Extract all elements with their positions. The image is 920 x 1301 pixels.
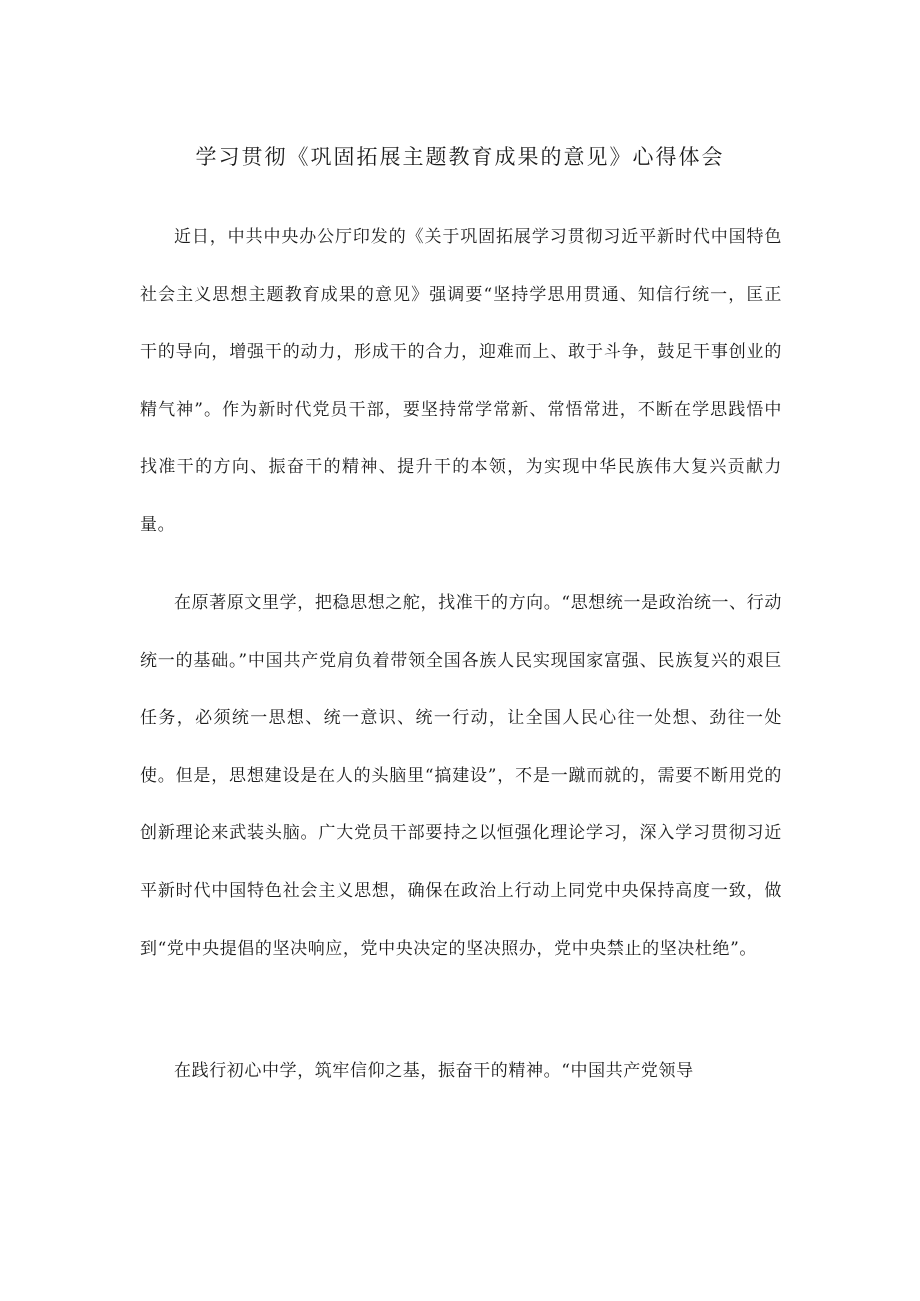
paragraph-1: 近日，中共中央办公厅印发的《关于巩固拓展学习贯彻习近平新时代中国特色社会主义思想主题教育成果的意见》强调要“坚持学思用贯通、知信行统一，匡正干的导向，增强干的动力，形成干的合力，迎难而上、敢于斗争，鼓足干事创业的精气神”。作为新时代党员干部，要坚持常学常新、常悟常进，不断在学思践悟中找准干的方向、振奋干的精神、提升干的本领，为实现中华民族伟大复兴贡献力量。 <box>140 227 782 535</box>
paragraph-2: 在原著原文里学，把稳思想之舵，找准干的方向。“思想统一是政治统一、行动统一的基础。”中国共产党肩负着带领全国各族人民实现国家富强、民族复兴的艰巨任务，必须统一思想、统一意识、统一行动，让全国人民心往一处想、劲往一处使。但是，思想建设是在人的头脑里“搞建设”，不是一蹴而就的，需要不断用党的创新理论来武装头脑。广大党员干部要持之以恒强化理论学习，深入学习贯彻习近平新时代中国特色社会主义思想，确保在政治上行动上同党中央保持高度一致，做到“党中央提倡的坚决响应，党中央决定的坚决照办，党中央禁止的坚决杜绝”。 <box>140 593 782 959</box>
document-title: 学习贯彻《巩固拓展主题教育成果的意见》心得体会 <box>195 145 725 169</box>
paragraph-3: 在践行初心中学，筑牢信仰之基，振奋干的精神。“中国共产党领导 <box>174 1061 694 1081</box>
